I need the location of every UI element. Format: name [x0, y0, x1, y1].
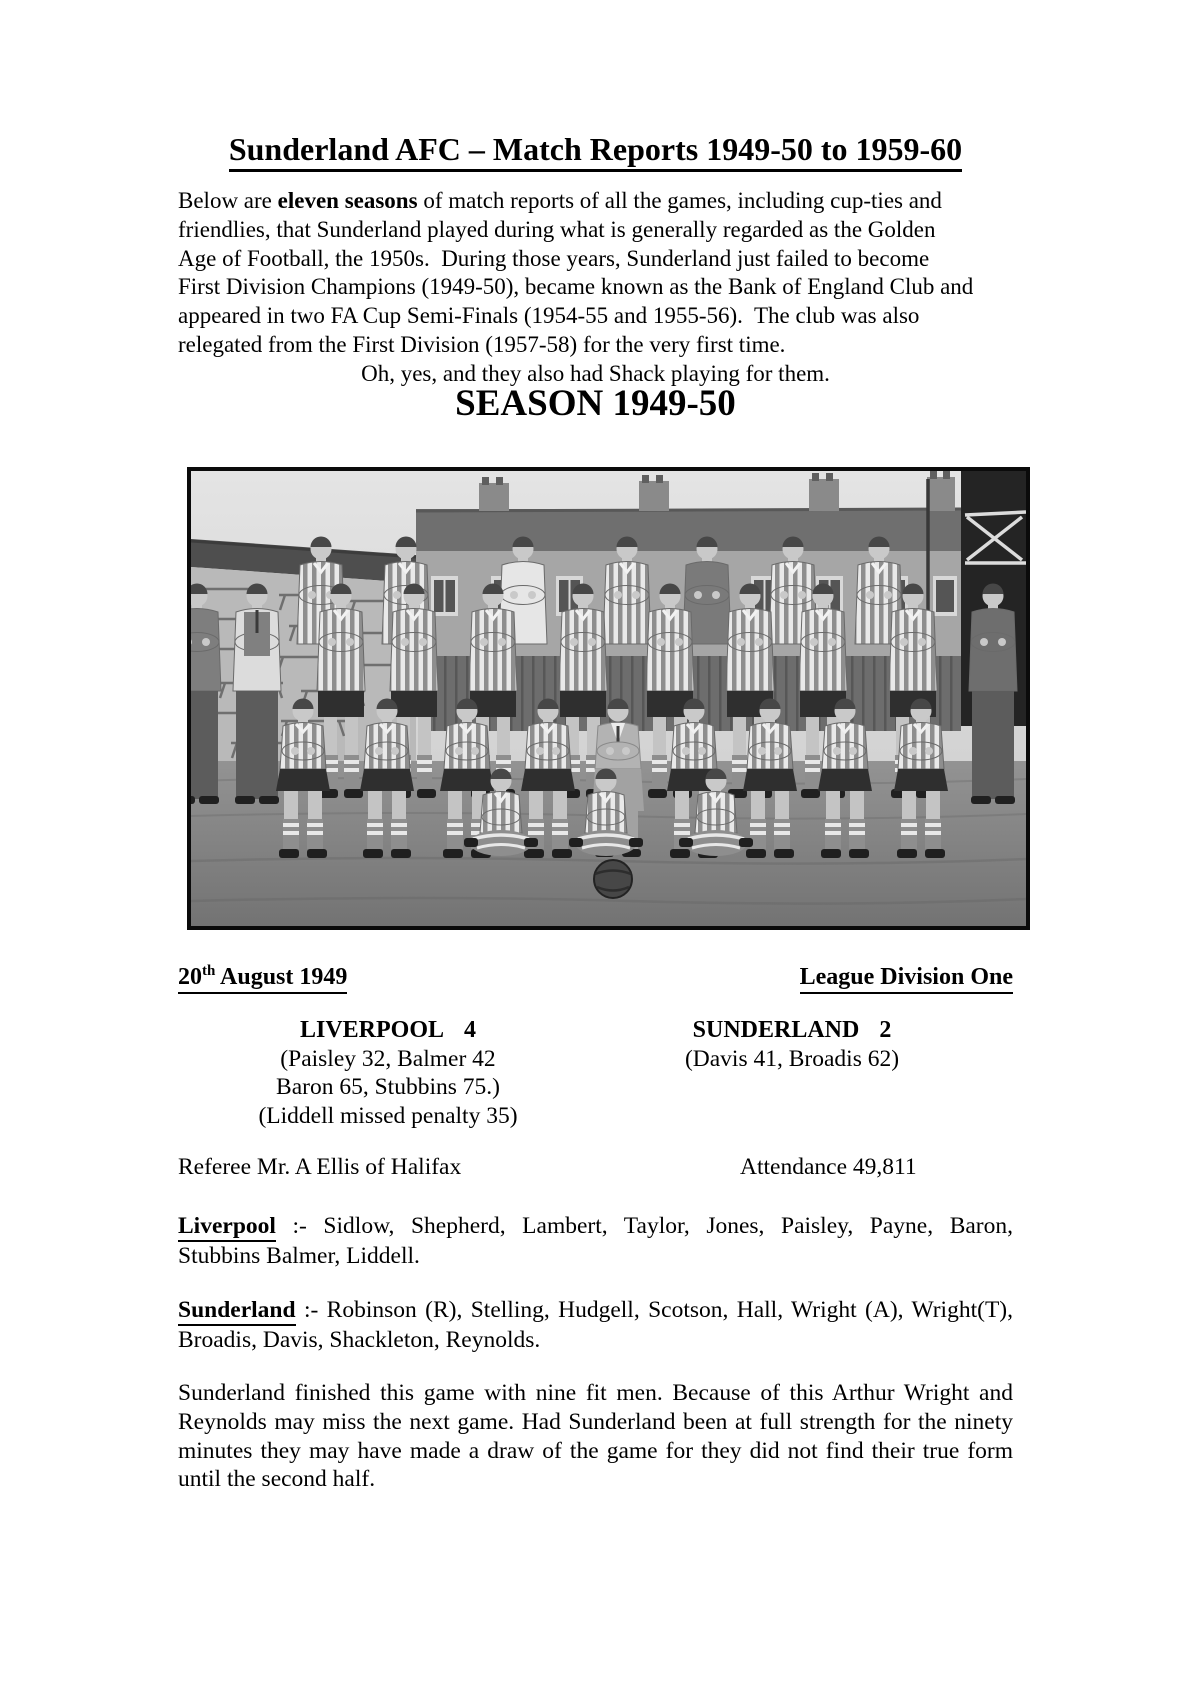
- intro-line: relegated from the First Division (1957-58) for the very first time.: [178, 331, 786, 357]
- date-ordinal-suffix: th: [202, 963, 216, 979]
- home-team-block: [178, 1016, 598, 1130]
- intro-paragraph: [178, 187, 1013, 389]
- away-lineup-line1: Sunderland :- Robinson (R), Stelling, Hudgell, Scotson, Hall, Wright (A), Wright(T),: [178, 1296, 1013, 1326]
- report-line: minutes they may have made a draw of the game for they did not find their true form: [178, 1437, 1013, 1464]
- match-report-paragraph: [178, 1379, 1013, 1494]
- away-lineup-label: Sunderland: [178, 1297, 296, 1326]
- intro-line: Below are eleven seasons of match reports of all the games, including cup-ties and: [178, 188, 942, 213]
- away-team-score: [582, 1016, 1002, 1045]
- intro-line: appeared in two FA Cup Semi-Finals (1954-55 and 1955-56). The club was also: [178, 303, 920, 329]
- home-team-score: [178, 1016, 598, 1045]
- intro-centered-line: Oh, yes, and they also had Shack playing for them.: [361, 360, 830, 386]
- home-scorers-line: (Liddell missed penalty 35): [258, 1102, 518, 1129]
- report-line: until the second half.: [178, 1466, 376, 1493]
- intro-line: First Division Champions (1949-50), became known as the Bank of England Club and: [178, 274, 974, 300]
- match-date: 20th August 1949: [178, 964, 347, 994]
- home-team-goals: 4: [464, 1017, 477, 1043]
- intro-bold-phrase: eleven seasons: [277, 188, 418, 213]
- page-title: [178, 131, 1013, 168]
- team-photo: [187, 467, 1030, 930]
- intro-line: friendlies, that Sunderland played during what is generally regarded as the Golden: [178, 216, 936, 242]
- home-scorers-line: (Paisley 32, Balmer 42: [280, 1045, 496, 1072]
- away-lineup-line2: Broadis, Davis, Shackleton, Reynolds.: [178, 1326, 541, 1353]
- competition-label: League Division One: [800, 964, 1013, 994]
- page-title-text: Sunderland AFC – Match Reports 1949-50 to 1959-60: [229, 131, 962, 172]
- attendance-text: Attendance 49,811: [740, 1154, 917, 1180]
- report-line: Sunderland finished this game with nine fit men. Because of this Arthur Wright and: [178, 1380, 1013, 1406]
- home-lineup-label: Liverpool: [178, 1213, 276, 1242]
- home-team-name: LIVERPOOL: [299, 1017, 445, 1043]
- report-line: Reynolds may miss the next game. Had Sunderland been at full strength for the ninety: [178, 1408, 1013, 1435]
- home-lineup: [178, 1212, 1013, 1271]
- home-scorers-line: Baron 65, Stubbins 75.): [276, 1074, 500, 1100]
- away-team-goals: 2: [879, 1017, 892, 1043]
- away-team-name: SUNDERLAND: [692, 1017, 860, 1043]
- match-header-row: [178, 964, 1013, 994]
- away-scorers-line: (Davis 41, Broadis 62): [684, 1045, 900, 1072]
- home-lineup-line1: Liverpool :- Sidlow, Shepherd, Lambert, Taylor, Jones, Paisley, Payne, Baron,: [178, 1212, 1013, 1242]
- intro-line: Age of Football, the 1950s. During those years, Sunderland just failed to become: [178, 245, 930, 271]
- away-lineup: [178, 1296, 1013, 1355]
- home-lineup-line2: Stubbins Balmer, Liddell.: [178, 1242, 420, 1269]
- season-heading: SEASON 1949-50: [455, 383, 736, 424]
- away-team-block: [582, 1016, 1002, 1073]
- referee-text: Referee Mr. A Ellis of Halifax: [178, 1154, 462, 1180]
